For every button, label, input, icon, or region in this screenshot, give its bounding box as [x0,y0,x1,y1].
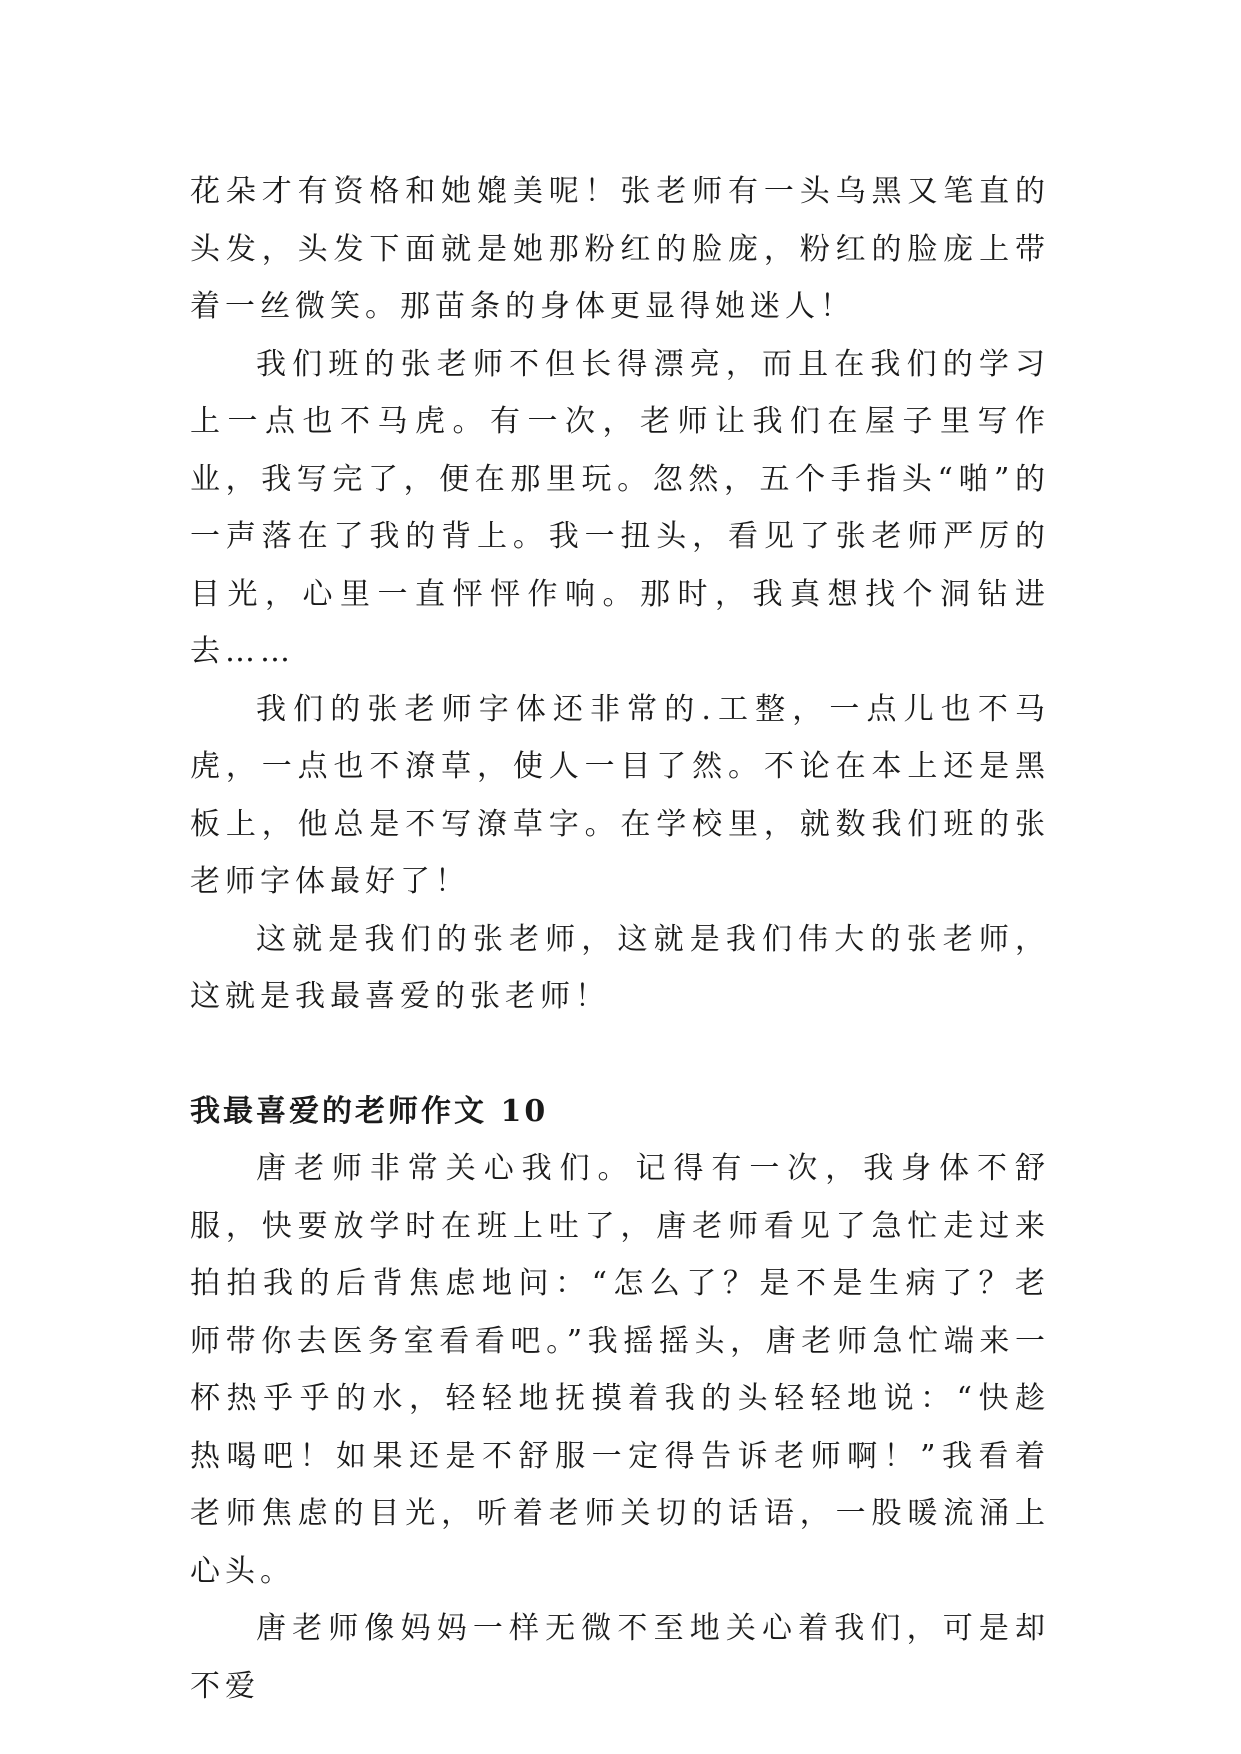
paragraph: 我们的张老师字体还非常的.工整，一点儿也不马虎，一点也不潦草，使人一目了然。不论在本上还是黑板上，他总是不写潦草字。在学校里，就数我们班的张老师字体最好了！ [190,691,1050,899]
document-body [190,163,1050,1715]
paragraph-continued: 花朵才有资格和她媲美呢！张老师有一头乌黑又笔直的头发，头发下面就是她那粉红的脸庞，粉红的脸庞上带着一丝微笑。那苗条的身体更显得她迷人！ [190,174,1050,324]
paragraph: 唐老师非常关心我们。记得有一次，我身体不舒服，快要放学时在班上吐了，唐老师看见了急忙走过来拍拍我的后背焦虑地问：“怎么了？是不是生病了？老师带你去医务室看看吧。”我摇摇头，唐老师急忙端来一杯热乎乎的水，轻轻地抚摸着我的头轻轻地说：“快趁热喝吧！如果还是不舒服一定得告诉老师啊！”我看着老师焦虑的目光，听着老师关切的话语，一股暖流涌上心头。 [190,1151,1050,1589]
paragraph: 我们班的张老师不但长得漂亮，而且在我们的学习上一点也不马虎。有一次，老师让我们在屋子里写作业，我写完了，便在那里玩。忽然，五个手指头“啪”的一声落在了我的背上。我一扭头，看见了张老师严厉的目光，心里一直怦怦作响。那时，我真想找个洞钻进去…… [190,346,1050,669]
paragraph-truncated: 唐老师像妈妈一样无微不至地关心着我们，可是却不爱 [190,1611,1050,1704]
essay-title: 我最喜爱的老师作文 10 [190,1093,549,1129]
paragraph: 这就是我们的张老师，这就是我们伟大的张老师，这就是我最喜爱的张老师！ [190,921,1050,1014]
